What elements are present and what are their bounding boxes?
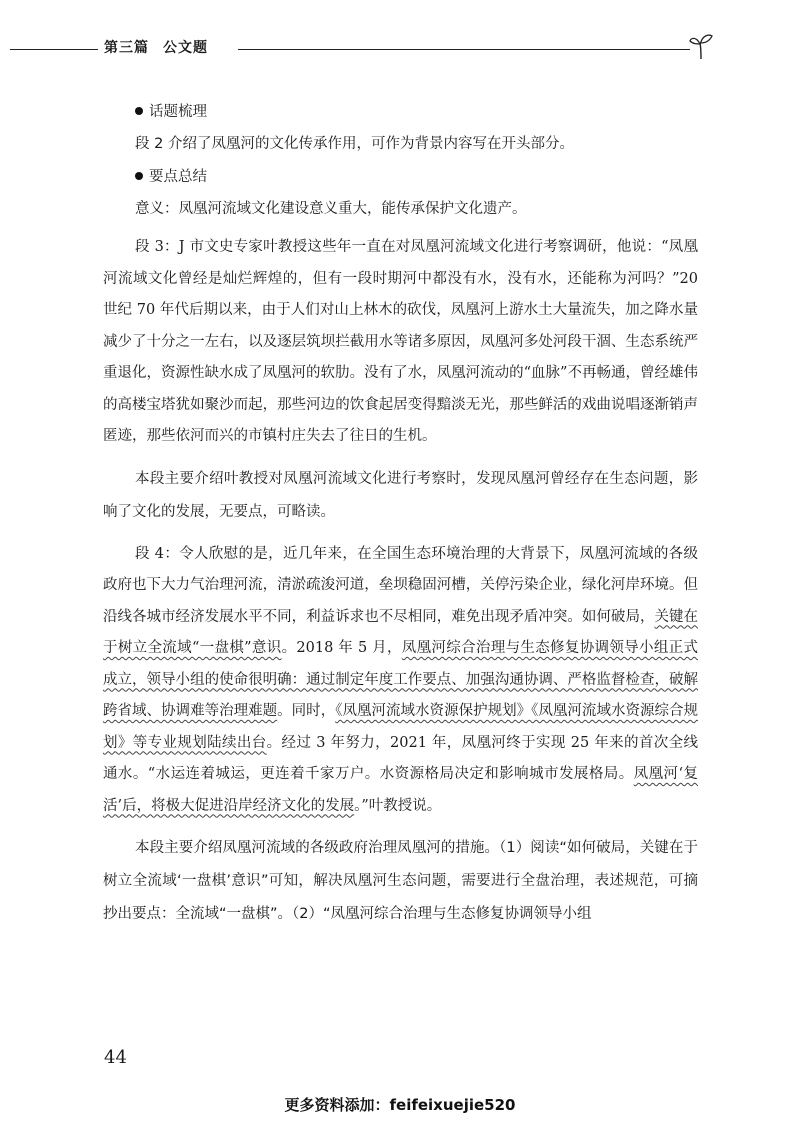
- header-chapter: 公文题: [163, 40, 208, 56]
- page-number: 44: [104, 1047, 127, 1068]
- footer-note: 更多资料添加：feifeixuejie520: [284, 1096, 516, 1114]
- page-content: [103, 96, 698, 931]
- key-point-underline: 凤凰河综合治理与生态修复协调领导小组正式成立，领导小组的使命很明确：通过制定年度工作要点、加强沟通协调、严格监督检查，破解跨省域、协调难等治理难题: [103, 640, 698, 719]
- bullet-icon: [135, 107, 143, 115]
- paragraph-3: 段 3：J 市文史专家叶教授这些年一直在对凤凰河流域文化进行考察调研，他说：“凤凰河流域文化曾经是灿烂辉煌的，但有一段时期河中都没有水，没有水，还能称为河吗？”20 世纪 70 年代后期以来，由于人们对山上林木的砍伐，凤凰河上游水土大量流失，加之降水量减少了十分之一左右，以及逐层筑坝拦截用水等诸多原因，凤凰河多处河段干涸、生态系统严重退化，资源性缺水成了凤凰河的软肋。没有了水，凤凰河流动的“血脉”不再畅通，曾经雄伟的高楼宝塔犹如聚沙而起，那些河边的饮食起居变得黯淡无光，那些鲜活的戏曲说唱逐渐销声匿迹，那些依河而兴的市镇村庄失去了往日的生机。: [103, 239, 698, 444]
- header-section: 第三篇: [104, 40, 149, 56]
- summary-text: 意义：凤凰河流域文化建设意义重大，能传承保护文化遗产。: [135, 201, 527, 217]
- header-rule-right: [238, 49, 690, 50]
- analysis-paragraph-3: 本段主要介绍叶教授对凤凰河流域文化进行考察时，发现凤凰河曾经存在生态问题，影响了文化的发展，无要点，可略读。: [103, 470, 698, 520]
- key-point-underline: 关键在于树立全流域“一盘棋”意识: [103, 608, 699, 656]
- analysis-paragraph-4: 本段主要介绍凤凰河流域的各级政府治理凤凰河的措施。（1）阅读“如何破局，关键在于树立全流域‘一盘棋’意识”可知，解决凤凰河生态问题，需要进行全盘治理，表述规范，可摘抄出要点：全流域“一盘棋”。（2）“凤凰河综合治理与生态修复协调领导小组: [103, 840, 698, 922]
- summary-heading: 要点总结: [135, 161, 698, 193]
- topic-heading: 话题梳理: [135, 96, 698, 128]
- header-title: [104, 37, 208, 57]
- paragraph-4: 段 4：令人欣慰的是，近几年来，在全国生态环境治理的大背景下，凤凰河流域的各级政府也下大力气治理河流，清淤疏浚河道，垒坝稳固河槽，关停污染企业，绿化河岸环境。但沿线各城市经济发展水平不同，利益诉求也不尽相同，难免出现矛盾冲突。如何破局，关键在于树立全流域“一盘棋”意识。2018 年 5 月，凤凰河综合治理与生态修复协调领导小组正式成立，领导小组的使命很明确：通过制定年度工作要点、加强沟通协调、严格监督检查，破解跨省域、协调难等治理难题。同时，《凤凰河流域水资源保护规划》《凤凰河流域水资源综合规划》等专业规划陆续出台。经过 3 年努力，2021 年，凤凰河终于实现 25 年来的首次全线通水。“水运连着城运，更连着千家万户。水资源格局决定和影响城市发展格局。凤凰河‘复活’后，将极大促进沿岸经济文化的发展。”叶教授说。: [103, 545, 699, 814]
- header-rule-left: [10, 49, 98, 50]
- key-point-underline: 凤凰河‘复活’后，将极大促进沿岸经济文化的发展: [103, 766, 698, 814]
- topic-text: 段 2 介绍了凤凰河的文化传承作用，可作为背景内容写在开头部分。: [135, 136, 574, 152]
- bullet-icon: [135, 172, 143, 180]
- key-point-underline: 《凤凰河流域水资源保护规划》《凤凰河流域水资源综合规划》等专业规划陆续出台: [103, 703, 699, 751]
- sprout-icon: [688, 32, 714, 60]
- page-header: [0, 34, 800, 64]
